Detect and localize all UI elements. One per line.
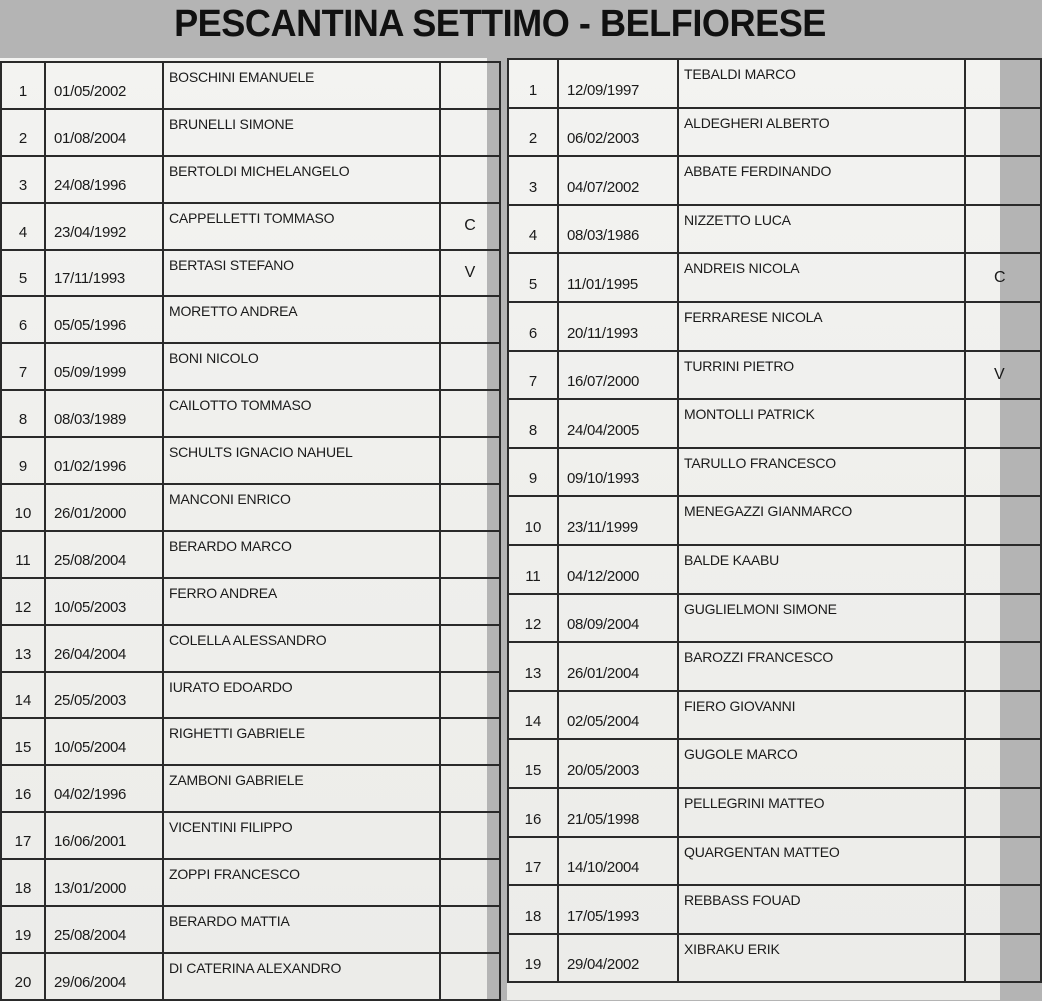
player-number: 15	[508, 739, 558, 788]
player-number: 11	[508, 545, 558, 594]
away-player-row	[508, 594, 1041, 643]
player-role	[965, 691, 1041, 740]
player-name: TEBALDI MARCO	[678, 59, 965, 108]
player-role: V	[440, 250, 500, 297]
player-role	[965, 739, 1041, 788]
player-name: TARULLO FRANCESCO	[678, 448, 965, 497]
home-player-row	[1, 437, 500, 484]
player-number: 19	[1, 906, 45, 953]
player-name: ZOPPI FRANCESCO	[163, 859, 440, 906]
player-birth-date: 29/04/2002	[558, 934, 678, 983]
away-player-row	[508, 205, 1041, 254]
player-role	[440, 531, 500, 578]
player-name: GUGOLE MARCO	[678, 739, 965, 788]
player-name: FERRARESE NICOLA	[678, 302, 965, 351]
away-player-row	[508, 496, 1041, 545]
player-number: 9	[1, 437, 45, 484]
player-birth-date: 12/09/1997	[558, 59, 678, 108]
player-role	[440, 578, 500, 625]
player-number: 9	[508, 448, 558, 497]
home-player-row	[1, 250, 500, 297]
player-role	[440, 718, 500, 765]
player-birth-date: 24/08/1996	[45, 156, 163, 203]
player-number: 18	[1, 859, 45, 906]
player-name: BERARDO MATTIA	[163, 906, 440, 953]
player-birth-date: 05/05/1996	[45, 296, 163, 343]
player-role	[965, 156, 1041, 205]
away-player-row	[508, 302, 1041, 351]
player-birth-date: 23/11/1999	[558, 496, 678, 545]
player-role	[965, 59, 1041, 108]
player-birth-date: 20/11/1993	[558, 302, 678, 351]
player-number: 20	[1, 953, 45, 1000]
player-number: 5	[508, 253, 558, 302]
player-number: 1	[508, 59, 558, 108]
player-birth-date: 05/09/1999	[45, 343, 163, 390]
player-number: 6	[508, 302, 558, 351]
player-number: 11	[1, 531, 45, 578]
player-birth-date: 17/11/1993	[45, 250, 163, 297]
player-number: 7	[1, 343, 45, 390]
player-name: ABBATE FERDINANDO	[678, 156, 965, 205]
player-birth-date: 16/06/2001	[45, 812, 163, 859]
player-role	[440, 62, 500, 109]
home-player-row	[1, 343, 500, 390]
away-player-row	[508, 837, 1041, 886]
player-role	[440, 296, 500, 343]
player-role: C	[965, 253, 1041, 302]
player-birth-date: 21/05/1998	[558, 788, 678, 837]
away-player-row	[508, 59, 1041, 108]
player-name: BONI NICOLO	[163, 343, 440, 390]
player-name: FIERO GIOVANNI	[678, 691, 965, 740]
player-number: 14	[508, 691, 558, 740]
player-role	[965, 496, 1041, 545]
player-role	[440, 906, 500, 953]
player-birth-date: 01/02/1996	[45, 437, 163, 484]
player-birth-date: 14/10/2004	[558, 837, 678, 886]
player-name: DI CATERINA ALEXANDRO	[163, 953, 440, 1000]
player-role	[965, 399, 1041, 448]
home-player-row	[1, 296, 500, 343]
player-number: 18	[508, 885, 558, 934]
player-name: SCHULTS IGNACIO NAHUEL	[163, 437, 440, 484]
player-name: ANDREIS NICOLA	[678, 253, 965, 302]
home-player-row	[1, 812, 500, 859]
player-name: REBBASS FOUAD	[678, 885, 965, 934]
home-player-row	[1, 62, 500, 109]
home-player-row	[1, 625, 500, 672]
player-number: 7	[508, 351, 558, 400]
player-birth-date: 13/01/2000	[45, 859, 163, 906]
player-number: 16	[1, 765, 45, 812]
away-player-row	[508, 399, 1041, 448]
home-player-row	[1, 859, 500, 906]
player-name: BOSCHINI EMANUELE	[163, 62, 440, 109]
player-name: BERTASI STEFANO	[163, 250, 440, 297]
player-name: FERRO ANDREA	[163, 578, 440, 625]
player-role	[440, 859, 500, 906]
player-number: 16	[508, 788, 558, 837]
player-role	[965, 545, 1041, 594]
player-birth-date: 17/05/1993	[558, 885, 678, 934]
player-role	[440, 343, 500, 390]
player-number: 12	[508, 594, 558, 643]
player-birth-date: 09/10/1993	[558, 448, 678, 497]
player-role: V	[965, 351, 1041, 400]
player-birth-date: 08/03/1986	[558, 205, 678, 254]
player-birth-date: 08/09/2004	[558, 594, 678, 643]
away-player-row	[508, 885, 1041, 934]
player-name: IURATO EDOARDO	[163, 672, 440, 719]
home-roster-body	[1, 62, 500, 1000]
player-number: 19	[508, 934, 558, 983]
player-name: MONTOLLI PATRICK	[678, 399, 965, 448]
player-birth-date: 16/07/2000	[558, 351, 678, 400]
player-name: TURRINI PIETRO	[678, 351, 965, 400]
player-role	[440, 953, 500, 1000]
home-player-row	[1, 203, 500, 250]
player-birth-date: 25/08/2004	[45, 531, 163, 578]
player-number: 4	[508, 205, 558, 254]
player-role	[965, 788, 1041, 837]
player-number: 6	[1, 296, 45, 343]
player-number: 2	[1, 109, 45, 156]
player-number: 8	[508, 399, 558, 448]
player-number: 4	[1, 203, 45, 250]
player-role	[440, 390, 500, 437]
player-number: 13	[1, 625, 45, 672]
player-name: MORETTO ANDREA	[163, 296, 440, 343]
player-role	[965, 642, 1041, 691]
player-number: 10	[1, 484, 45, 531]
player-role	[965, 302, 1041, 351]
player-role	[440, 109, 500, 156]
player-birth-date: 25/05/2003	[45, 672, 163, 719]
away-player-row	[508, 739, 1041, 788]
player-birth-date: 11/01/1995	[558, 253, 678, 302]
player-role	[965, 448, 1041, 497]
home-player-row	[1, 390, 500, 437]
player-birth-date: 20/05/2003	[558, 739, 678, 788]
player-birth-date: 25/08/2004	[45, 906, 163, 953]
player-role	[965, 594, 1041, 643]
player-role	[965, 205, 1041, 254]
home-team-sheet	[0, 58, 487, 1000]
player-role	[965, 885, 1041, 934]
player-birth-date: 10/05/2003	[45, 578, 163, 625]
player-birth-date: 01/08/2004	[45, 109, 163, 156]
home-player-row	[1, 484, 500, 531]
player-birth-date: 26/01/2000	[45, 484, 163, 531]
player-number: 1	[1, 62, 45, 109]
away-player-row	[508, 934, 1041, 983]
player-birth-date: 06/02/2003	[558, 108, 678, 157]
player-birth-date: 24/04/2005	[558, 399, 678, 448]
player-name: BERTOLDI MICHELANGELO	[163, 156, 440, 203]
player-role	[440, 625, 500, 672]
player-role	[965, 934, 1041, 983]
player-role: C	[440, 203, 500, 250]
player-name: NIZZETTO LUCA	[678, 205, 965, 254]
match-title: PESCANTINA SETTIMO - BELFIORESE	[174, 3, 826, 45]
home-player-row	[1, 718, 500, 765]
player-name: ZAMBONI GABRIELE	[163, 765, 440, 812]
away-roster-table	[507, 58, 1042, 983]
home-roster-table	[0, 61, 501, 1001]
away-player-row	[508, 253, 1041, 302]
player-name: ALDEGHERI ALBERTO	[678, 108, 965, 157]
home-player-row	[1, 672, 500, 719]
home-player-row	[1, 109, 500, 156]
player-role	[965, 108, 1041, 157]
player-birth-date: 23/04/1992	[45, 203, 163, 250]
player-role	[440, 765, 500, 812]
player-birth-date: 01/05/2002	[45, 62, 163, 109]
player-name: BAROZZI FRANCESCO	[678, 642, 965, 691]
player-number: 15	[1, 718, 45, 765]
player-role	[440, 484, 500, 531]
away-player-row	[508, 788, 1041, 837]
home-player-row	[1, 156, 500, 203]
player-birth-date: 26/01/2004	[558, 642, 678, 691]
player-number: 12	[1, 578, 45, 625]
away-player-row	[508, 448, 1041, 497]
player-name: BRUNELLI SIMONE	[163, 109, 440, 156]
player-name: BALDE KAABU	[678, 545, 965, 594]
player-number: 17	[1, 812, 45, 859]
player-name: XIBRAKU ERIK	[678, 934, 965, 983]
home-player-row	[1, 953, 500, 1000]
player-name: GUGLIELMONI SIMONE	[678, 594, 965, 643]
player-role	[440, 672, 500, 719]
away-player-row	[508, 156, 1041, 205]
player-name: MANCONI ENRICO	[163, 484, 440, 531]
away-player-row	[508, 691, 1041, 740]
player-role	[965, 837, 1041, 886]
away-player-row	[508, 351, 1041, 400]
player-birth-date: 26/04/2004	[45, 625, 163, 672]
player-name: MENEGAZZI GIANMARCO	[678, 496, 965, 545]
player-name: QUARGENTAN MATTEO	[678, 837, 965, 886]
player-number: 10	[508, 496, 558, 545]
player-number: 13	[508, 642, 558, 691]
home-player-row	[1, 765, 500, 812]
player-role	[440, 156, 500, 203]
player-number: 8	[1, 390, 45, 437]
away-player-row	[508, 108, 1041, 157]
player-number: 17	[508, 837, 558, 886]
player-number: 2	[508, 108, 558, 157]
away-team-sheet	[507, 58, 1006, 1000]
player-birth-date: 29/06/2004	[45, 953, 163, 1000]
player-birth-date: 04/02/1996	[45, 765, 163, 812]
player-role	[440, 812, 500, 859]
player-birth-date: 04/07/2002	[558, 156, 678, 205]
player-name: CAILOTTO TOMMASO	[163, 390, 440, 437]
home-player-row	[1, 906, 500, 953]
away-player-row	[508, 642, 1041, 691]
player-birth-date: 08/03/1989	[45, 390, 163, 437]
player-number: 3	[1, 156, 45, 203]
player-name: CAPPELLETTI TOMMASO	[163, 203, 440, 250]
player-birth-date: 04/12/2000	[558, 545, 678, 594]
player-name: BERARDO MARCO	[163, 531, 440, 578]
player-number: 5	[1, 250, 45, 297]
away-roster-body	[508, 59, 1041, 982]
home-player-row	[1, 531, 500, 578]
player-number: 14	[1, 672, 45, 719]
player-role	[440, 437, 500, 484]
player-name: COLELLA ALESSANDRO	[163, 625, 440, 672]
away-player-row	[508, 545, 1041, 594]
player-number: 3	[508, 156, 558, 205]
player-name: VICENTINI FILIPPO	[163, 812, 440, 859]
player-name: PELLEGRINI MATTEO	[678, 788, 965, 837]
player-name: RIGHETTI GABRIELE	[163, 718, 440, 765]
player-birth-date: 02/05/2004	[558, 691, 678, 740]
player-birth-date: 10/05/2004	[45, 718, 163, 765]
home-player-row	[1, 578, 500, 625]
